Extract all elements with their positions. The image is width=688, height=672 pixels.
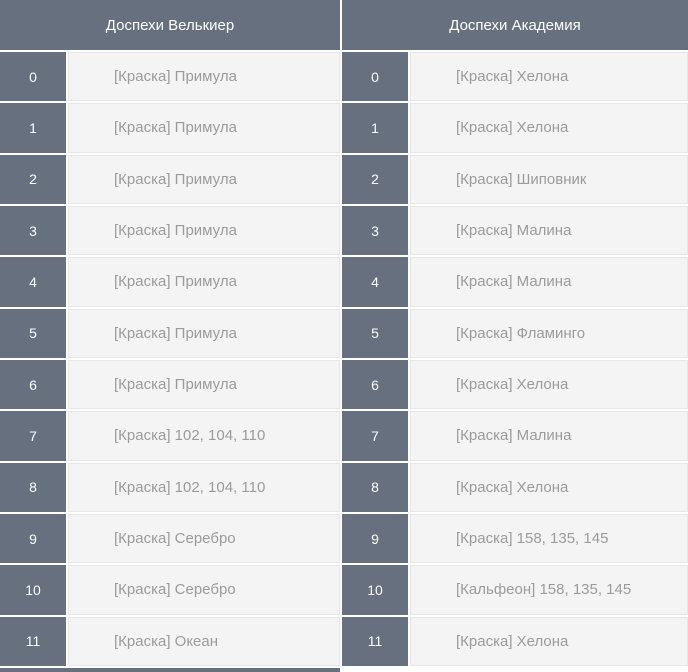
row-index-cell: 6 (0, 360, 66, 409)
dye-value-cell: [Краска] Примула (68, 309, 340, 358)
row-index-cell: 5 (0, 309, 66, 358)
row-index-cell: 11 (342, 617, 408, 666)
row-index-cell: 2 (342, 155, 408, 204)
row-index-cell: 7 (0, 411, 66, 460)
row-index-cell: 11 (0, 617, 66, 666)
row-index-cell: 10 (0, 565, 66, 614)
row-index-cell: 8 (342, 463, 408, 512)
row-index-cell: 5 (342, 309, 408, 358)
dye-value-cell: [Краска] Хелона (410, 463, 688, 512)
dye-value-cell: [Кальфеон] 158, 135, 145 (410, 565, 688, 614)
dye-value-cell: [Краска] Хелона (410, 617, 688, 666)
row-index-cell: 2 (0, 155, 66, 204)
dye-value-cell: [Краска] Примула (68, 103, 340, 152)
column-header-academy: Доспехи Академия (342, 0, 688, 50)
row-index-cell: 6 (342, 360, 408, 409)
dye-value-cell: [Краска] Малина (410, 411, 688, 460)
row-index-cell: 9 (0, 514, 66, 563)
dye-value-cell: [Краска] Океан (68, 617, 340, 666)
row-index-cell: 8 (0, 463, 66, 512)
row-index-cell: 0 (0, 52, 66, 101)
row-index-cell: 1 (0, 103, 66, 152)
dye-value-cell: [Краска] Примула (68, 206, 340, 255)
dye-value-cell: [Краска] Примула (68, 155, 340, 204)
row-index-cell: 1 (342, 103, 408, 152)
row-index-cell: 4 (342, 257, 408, 306)
row-index-cell: 3 (0, 206, 66, 255)
row-index-cell: 10 (342, 565, 408, 614)
dye-value-cell: [Краска] Примула (68, 257, 340, 306)
next-table-header-partial (0, 668, 340, 672)
dye-value-cell: [Краска] Серебро (68, 565, 340, 614)
row-index-cell: 7 (342, 411, 408, 460)
dye-value-cell: [Краска] 158, 135, 145 (410, 514, 688, 563)
dye-value-cell: [Краска] Фламинго (410, 309, 688, 358)
column-header-velkier: Доспехи Велькиер (0, 0, 340, 50)
row-index-cell: 4 (0, 257, 66, 306)
dye-value-cell: [Краска] Шиповник (410, 155, 688, 204)
dye-value-cell: [Краска] Серебро (68, 514, 340, 563)
row-index-cell: 3 (342, 206, 408, 255)
dye-value-cell: [Краска] Примула (68, 52, 340, 101)
dye-value-cell: [Краска] Малина (410, 257, 688, 306)
dye-value-cell: [Краска] Хелона (410, 52, 688, 101)
dye-value-cell: [Краска] 102, 104, 110 (68, 411, 340, 460)
row-index-cell: 9 (342, 514, 408, 563)
dye-value-cell: [Краска] Хелона (410, 103, 688, 152)
dye-value-cell: [Краска] Хелона (410, 360, 688, 409)
dye-value-cell: [Краска] Малина (410, 206, 688, 255)
dye-value-cell: [Краска] Примула (68, 360, 340, 409)
dye-value-cell: [Краска] 102, 104, 110 (68, 463, 340, 512)
row-index-cell: 0 (342, 52, 408, 101)
